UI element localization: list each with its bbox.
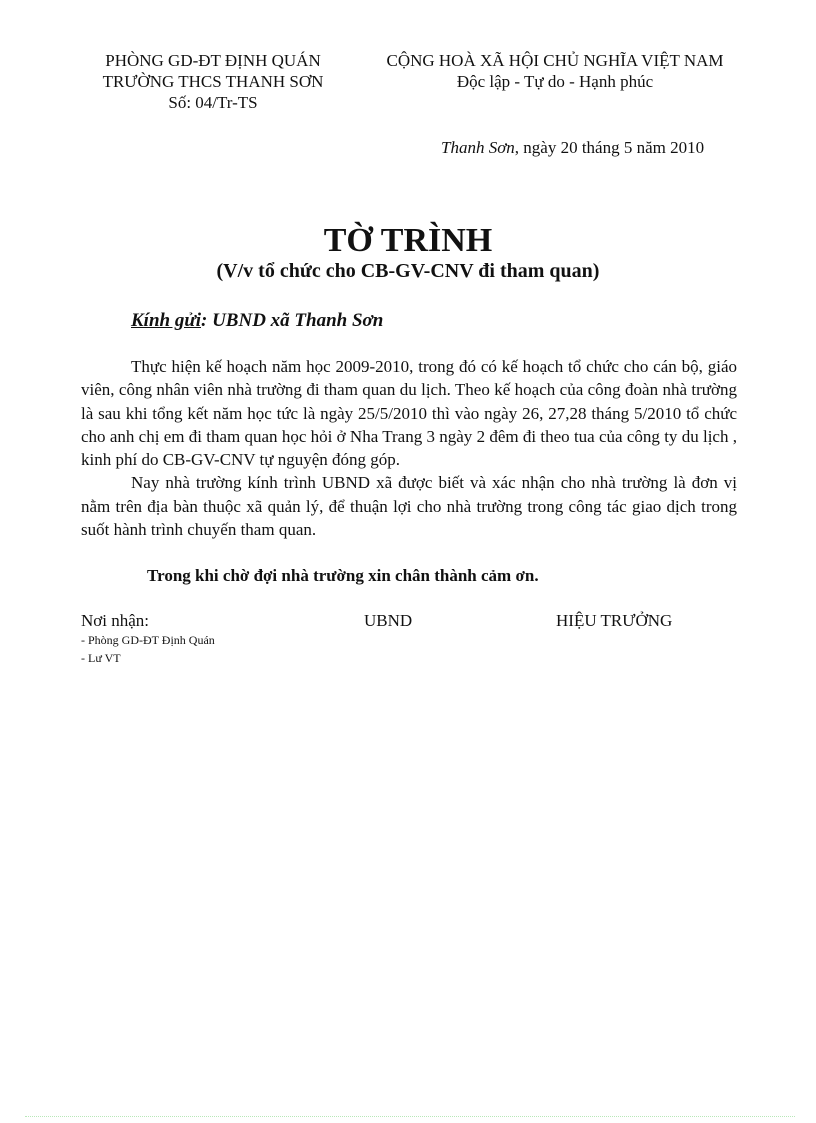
recipient-item: - Phòng GD-ĐT Định Quán (81, 633, 215, 647)
issuer-school: TRƯỜNG THCS THANH SƠN (102, 72, 324, 91)
addressee-label: Kính gửi (131, 310, 201, 331)
closing-line: Trong khi chờ đợi nhà trường xin chân thành cảm ơn. (147, 566, 539, 585)
issuer-block (78, 50, 348, 113)
document-title: TỜ TRÌNH (323, 222, 493, 259)
document-subtitle: (V/v tổ chức cho CB-GV-CNV đi tham quan) (216, 260, 600, 282)
document-body (81, 355, 737, 541)
national-motto: Độc lập - Tự do - Hạnh phúc (456, 72, 654, 91)
date-place: Thanh Sơn (441, 138, 515, 157)
issuer-department: PHÒNG GD-ĐT ĐỊNH QUÁN (105, 51, 321, 70)
national-heading (355, 50, 755, 92)
page-bottom-divider (25, 1116, 795, 1117)
addressee (131, 310, 383, 332)
document-number: Số: 04/Tr-TS (168, 93, 258, 112)
ubnd-signature-label: UBND (364, 611, 413, 630)
document-date (441, 138, 704, 158)
addressee-value: : UBND xã Thanh Sơn (201, 310, 384, 331)
recipient-item: - Lư VT (81, 651, 121, 665)
recipients-label: Nơi nhận: (81, 611, 150, 630)
body-paragraph-1: Thực hiện kế hoạch năm học 2009-2010, trong đó có kế hoạch tổ chức cho cán bộ, giáo viên, công nhân viên nhà trường đi tham quan du lịch. Theo kế hoạch của công đoàn nhà trường là sau khi tổng kết năm học tức là ngày 25/5/2010 thì vào ngày 26, 27,28 tháng 5/2010 tổ chức cho anh chị em đi tham quan học hỏi ở Nha Trang 3 ngày 2 đêm đi theo tua của công ty du lịch , kinh phí do CB-GV-CNV tự nguyện đóng góp. (81, 357, 737, 470)
national-title: CỘNG HOÀ XÃ HỘI CHỦ NGHĨA VIỆT NAM (386, 51, 724, 70)
date-text: , ngày 20 tháng 5 năm 2010 (514, 138, 705, 157)
body-paragraph-2: Nay nhà trường kính trình UBND xã được biết và xác nhận cho nhà trường là đơn vị nằm trên địa bàn thuộc xã quản lý, để thuận lợi cho nhà trường trong công tác giao dịch trong suốt hành trình chuyến tham quan. (81, 473, 737, 540)
principal-signature-label: HIỆU TRƯỞNG (556, 611, 673, 630)
